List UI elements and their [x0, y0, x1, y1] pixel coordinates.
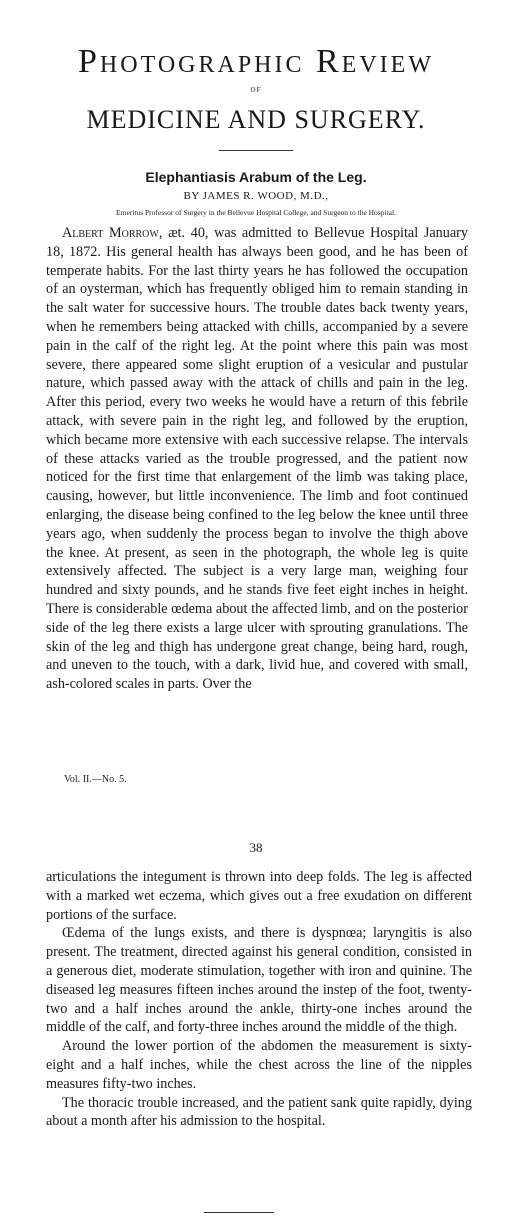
article-title: Elephantiasis Arabum of the Leg. [145, 169, 367, 185]
volume-note: Vol. II.—No. 5. [64, 774, 127, 785]
paragraph-text: æt. 40, was admitted to Bellevue Hospital January 18, 1872. His general health has always been good, and he has been of temperate habits. For the last thirty years he has followed the occupation of an oysterman, which has frequently obliged him to remain standing in the salt water for successive hours. The trouble dates back twenty years, when he remembers being attacked with chills, accompanied by a severe pain in the calf of the right leg. At the point where this pain was most severe, there appeared some slight eruption of a vesicular and pustular nature, which passed away with the attack of chills and pain in the leg. After this period, every two weeks he would have a return of this febrile attack, with severe pain in the right leg, and followed by the eruption, which became more extensive with each successive relapse. The intervals of these attacks varied as the trouble progressed, and the patient now noticed for the first time that enlargement of the limb was taking place, causing, however, but little inconvenience. The limb and foot continued enlarging, the disease being confined to the leg below the knee until three years ago, when suddenly the process began to involve the thigh above the knee. At present, as seen in the photograph, the whole leg is quite extensively affected. The subject is a very large man, weighing four hundred and sixty pounds, and he stands five feet eight inches in height. There is considerable œdema about the affected limb, and on the posterior side of the leg there exists a large ulcer with sprouting granulations. The skin of the leg and thigh has undergone great change, being hard, rough, and uneven to the touch, with a dark, livid hue, and covered with small, ash-colored scales in parts. Over the [46, 225, 468, 693]
journal-title: Photographic Review [78, 43, 434, 80]
end-divider [204, 1212, 274, 1213]
article-body-top [46, 224, 468, 694]
paragraph: Œdema of the lungs exists, and there is dyspnœa; laryngitis is also present. The treatment, directed against his general condition, consisted in a generous diet, moderate stimulation, together with iron and quinine. The diseased leg measures fifteen inches around the instep of the foot, twenty-two and a half inches around the ankle, thirty-one inches around the middle of the calf, and forty-three inches around the middle of the thigh. [46, 925, 472, 1036]
paragraph: articulations the integument is thrown into deep folds. The leg is affected with a marked wet eczema, which gives out a free exudation on different portions of the surface. [46, 869, 472, 923]
journal-subtitle: MEDICINE AND SURGERY. [86, 105, 426, 134]
page-number: 38 [249, 840, 263, 855]
article-body-bottom [46, 868, 472, 1131]
title-divider [219, 150, 293, 151]
paragraph: Around the lower portion of the abdomen the measurement is sixty-eight and a half inches, while the chest across the line of the nipples measures fifty-two inches. [46, 1038, 472, 1092]
patient-name: Albert Morrow, [62, 225, 163, 241]
paragraph: The thoracic trouble increased, and the patient sank quite rapidly, dying about a month after his admission to the hospital. [46, 1094, 472, 1130]
author-affiliation: Emeritus Professor of Surgery in the Bellevue Hospital College, and Surgeon to the Hospital. [116, 208, 396, 217]
article-byline: BY JAMES R. WOOD, M.D., [183, 190, 329, 202]
journal-title-of: OF [250, 86, 262, 94]
paragraph [46, 224, 468, 694]
